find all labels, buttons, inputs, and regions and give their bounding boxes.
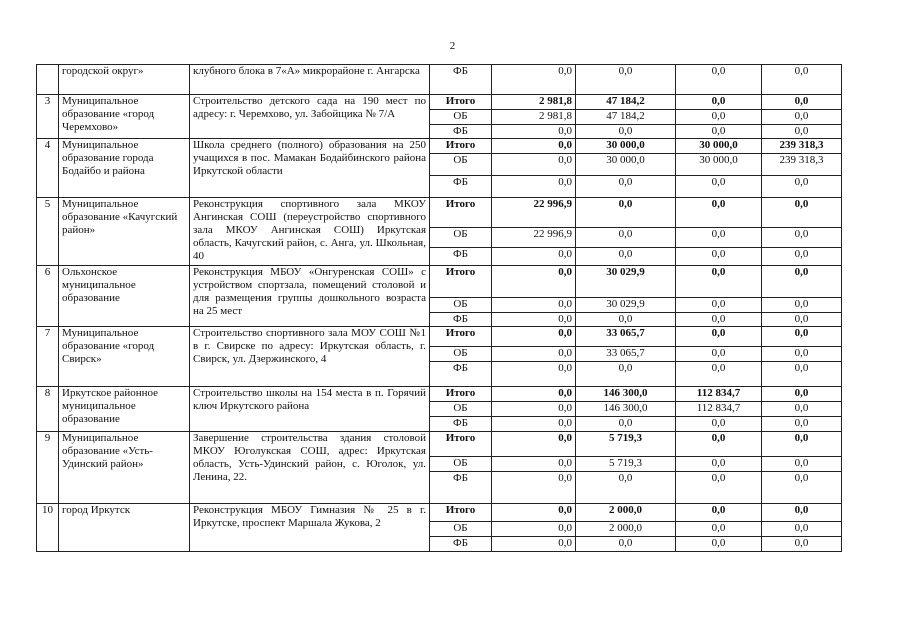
value-cell-2: 0,0 (576, 537, 676, 552)
value-cell-1: 0,0 (492, 522, 576, 537)
value-cell-1: 2 981,8 (492, 95, 576, 110)
value-cell-2: 2 000,0 (576, 504, 676, 522)
funding-source-cell: ОБ (430, 402, 492, 417)
value-cell-1: 0,0 (492, 65, 576, 95)
value-cell-1: 0,0 (492, 362, 576, 387)
value-cell-4: 0,0 (762, 228, 842, 248)
value-cell-3: 0,0 (676, 298, 762, 313)
row-number: 9 (37, 432, 59, 504)
funding-source-cell: ФБ (430, 125, 492, 139)
row-number (37, 65, 59, 95)
value-cell-2: 0,0 (576, 248, 676, 266)
object-cell: Завершение строительства здания столовой МКОУ Юголукская СОШ, адрес: Иркутская область, Усть-Удинский район, с. Юголок, ул. Ленина, 22. (190, 432, 430, 504)
funding-source-cell: ОБ (430, 228, 492, 248)
funding-source-cell: Итого (430, 198, 492, 228)
value-cell-4: 0,0 (762, 266, 842, 298)
value-cell-2: 0,0 (576, 125, 676, 139)
value-cell-3: 0,0 (676, 248, 762, 266)
value-cell-1: 0,0 (492, 387, 576, 402)
funding-source-cell: ФБ (430, 537, 492, 552)
value-cell-2: 2 000,0 (576, 522, 676, 537)
funding-source-cell: ОБ (430, 457, 492, 472)
value-cell-2: 0,0 (576, 362, 676, 387)
value-cell-1: 0,0 (492, 266, 576, 298)
funding-source-cell: Итого (430, 387, 492, 402)
value-cell-2: 30 029,9 (576, 298, 676, 313)
funding-source-cell: Итого (430, 266, 492, 298)
value-cell-4: 0,0 (762, 110, 842, 125)
value-cell-2: 47 184,2 (576, 95, 676, 110)
value-cell-3: 0,0 (676, 457, 762, 472)
value-cell-1: 0,0 (492, 402, 576, 417)
table-row (37, 432, 842, 457)
value-cell-1: 2 981,8 (492, 110, 576, 125)
row-number: 8 (37, 387, 59, 432)
value-cell-4: 0,0 (762, 248, 842, 266)
value-cell-3: 0,0 (676, 347, 762, 362)
table-row (37, 387, 842, 402)
value-cell-4: 0,0 (762, 472, 842, 504)
row-number: 4 (37, 139, 59, 198)
value-cell-3: 0,0 (676, 125, 762, 139)
value-cell-1: 0,0 (492, 504, 576, 522)
value-cell-2: 33 065,7 (576, 347, 676, 362)
value-cell-2: 33 065,7 (576, 327, 676, 347)
value-cell-4: 0,0 (762, 362, 842, 387)
table-row (37, 504, 842, 522)
value-cell-4: 0,0 (762, 327, 842, 347)
value-cell-4: 0,0 (762, 504, 842, 522)
table-row (37, 327, 842, 347)
value-cell-2: 30 029,9 (576, 266, 676, 298)
municipality-cell: Муниципальное образование «город Свирск» (59, 327, 190, 387)
value-cell-4: 239 318,3 (762, 139, 842, 154)
value-cell-4: 0,0 (762, 298, 842, 313)
table-row (37, 139, 842, 154)
municipality-cell: Муниципальное образование города Бодайбо и района (59, 139, 190, 198)
object-cell: Строительство спортивного зала МОУ СОШ №1 в г. Свирске по адресу: Иркутская область, г. Свирск, ул. Дзержинского, 4 (190, 327, 430, 387)
value-cell-3: 112 834,7 (676, 387, 762, 402)
value-cell-2: 0,0 (576, 313, 676, 327)
value-cell-2: 5 719,3 (576, 432, 676, 457)
funding-source-cell: ОБ (430, 110, 492, 125)
value-cell-4: 0,0 (762, 176, 842, 198)
funding-source-cell: ОБ (430, 154, 492, 176)
value-cell-4: 0,0 (762, 457, 842, 472)
value-cell-1: 0,0 (492, 417, 576, 432)
funding-source-cell: ФБ (430, 65, 492, 95)
value-cell-1: 0,0 (492, 248, 576, 266)
funding-source-cell: Итого (430, 327, 492, 347)
value-cell-1: 0,0 (492, 125, 576, 139)
value-cell-2: 30 000,0 (576, 139, 676, 154)
object-cell: Реконструкция спортивного зала МКОУ Ангинская СОШ (переустройство спортивного зала МКОУ Ангинская СОШ) Иркутская область, Качугский район, с. Анга, ул. Школьная, 40 (190, 198, 430, 266)
value-cell-2: 0,0 (576, 417, 676, 432)
value-cell-2: 146 300,0 (576, 387, 676, 402)
value-cell-4: 0,0 (762, 522, 842, 537)
value-cell-1: 0,0 (492, 537, 576, 552)
value-cell-2: 0,0 (576, 228, 676, 248)
value-cell-4: 0,0 (762, 125, 842, 139)
municipality-cell: Ольхонское муниципальное образование (59, 266, 190, 327)
table-body (37, 65, 842, 552)
value-cell-1: 0,0 (492, 154, 576, 176)
value-cell-1: 22 996,9 (492, 198, 576, 228)
row-number: 6 (37, 266, 59, 327)
table-row (37, 95, 842, 110)
value-cell-1: 0,0 (492, 298, 576, 313)
value-cell-1: 0,0 (492, 457, 576, 472)
funding-source-cell: ФБ (430, 362, 492, 387)
value-cell-2: 0,0 (576, 176, 676, 198)
value-cell-3: 0,0 (676, 65, 762, 95)
value-cell-1: 0,0 (492, 347, 576, 362)
value-cell-2: 0,0 (576, 65, 676, 95)
funding-source-cell: ФБ (430, 472, 492, 504)
value-cell-1: 0,0 (492, 313, 576, 327)
value-cell-1: 0,0 (492, 176, 576, 198)
value-cell-3: 0,0 (676, 504, 762, 522)
value-cell-2: 47 184,2 (576, 110, 676, 125)
funding-source-cell: Итого (430, 504, 492, 522)
municipality-cell: Муниципальное образование «Качугский район» (59, 198, 190, 266)
value-cell-4: 0,0 (762, 537, 842, 552)
value-cell-3: 0,0 (676, 228, 762, 248)
value-cell-3: 0,0 (676, 362, 762, 387)
value-cell-4: 0,0 (762, 313, 842, 327)
value-cell-2: 0,0 (576, 472, 676, 504)
value-cell-4: 0,0 (762, 347, 842, 362)
value-cell-1: 0,0 (492, 432, 576, 457)
page-number: 2 (449, 40, 456, 52)
row-number: 5 (37, 198, 59, 266)
funding-source-cell: ФБ (430, 417, 492, 432)
value-cell-3: 112 834,7 (676, 402, 762, 417)
value-cell-3: 0,0 (676, 327, 762, 347)
value-cell-4: 239 318,3 (762, 154, 842, 176)
value-cell-3: 30 000,0 (676, 154, 762, 176)
funding-source-cell: ФБ (430, 248, 492, 266)
value-cell-3: 0,0 (676, 313, 762, 327)
funding-source-cell: ФБ (430, 313, 492, 327)
funding-source-cell: ОБ (430, 347, 492, 362)
municipality-cell: город Иркутск (59, 504, 190, 552)
row-number: 7 (37, 327, 59, 387)
value-cell-1: 0,0 (492, 327, 576, 347)
value-cell-1: 0,0 (492, 139, 576, 154)
value-cell-1: 22 996,9 (492, 228, 576, 248)
value-cell-3: 0,0 (676, 176, 762, 198)
funding-source-cell: ОБ (430, 298, 492, 313)
value-cell-3: 0,0 (676, 432, 762, 457)
table-row (37, 198, 842, 228)
municipality-cell: Муниципальное образование «город Черемхово» (59, 95, 190, 139)
value-cell-4: 0,0 (762, 417, 842, 432)
table-row (37, 266, 842, 298)
municipality-cell: Муниципальное образование «Усть-Удинский район» (59, 432, 190, 504)
object-cell: Строительство школы на 154 места в п. Горячий ключ Иркутского района (190, 387, 430, 432)
object-cell: Реконструкция МБОУ «Онгуренская СОШ» с устройством спортзала, помещений столовой и для размещения группы дошкольного возраста на 25 мест (190, 266, 430, 327)
funding-source-cell: Итого (430, 432, 492, 457)
row-number: 10 (37, 504, 59, 552)
municipality-cell: Иркутское районное муниципальное образование (59, 387, 190, 432)
value-cell-4: 0,0 (762, 402, 842, 417)
value-cell-4: 0,0 (762, 65, 842, 95)
value-cell-3: 0,0 (676, 417, 762, 432)
value-cell-3: 0,0 (676, 95, 762, 110)
funding-source-cell: ОБ (430, 522, 492, 537)
value-cell-3: 0,0 (676, 522, 762, 537)
value-cell-4: 0,0 (762, 95, 842, 110)
object-cell: Школа среднего (полного) образования на 250 учащихся в пос. Мамакан Бодайбинского района Иркутской области (190, 139, 430, 198)
table-row (37, 65, 842, 95)
funding-source-cell: ФБ (430, 176, 492, 198)
value-cell-1: 0,0 (492, 472, 576, 504)
value-cell-3: 0,0 (676, 110, 762, 125)
funding-source-cell: Итого (430, 95, 492, 110)
value-cell-4: 0,0 (762, 198, 842, 228)
funding-source-cell: Итого (430, 139, 492, 154)
value-cell-2: 30 000,0 (576, 154, 676, 176)
municipality-cell: городской округ» (59, 65, 190, 95)
value-cell-3: 30 000,0 (676, 139, 762, 154)
value-cell-4: 0,0 (762, 432, 842, 457)
object-cell: Строительство детского сада на 190 мест по адресу: г. Черемхово, ул. Забойщика № 7/А (190, 95, 430, 139)
value-cell-3: 0,0 (676, 472, 762, 504)
budget-table (36, 64, 842, 552)
value-cell-4: 0,0 (762, 387, 842, 402)
object-cell: клубного блока в 7«А» микрорайоне г. Ангарска (190, 65, 430, 95)
value-cell-2: 5 719,3 (576, 457, 676, 472)
row-number: 3 (37, 95, 59, 139)
value-cell-3: 0,0 (676, 198, 762, 228)
value-cell-3: 0,0 (676, 266, 762, 298)
value-cell-2: 146 300,0 (576, 402, 676, 417)
object-cell: Реконструкция МБОУ Гимназия № 25 в г. Иркутске, проспект Маршала Жукова, 2 (190, 504, 430, 552)
value-cell-3: 0,0 (676, 537, 762, 552)
value-cell-2: 0,0 (576, 198, 676, 228)
